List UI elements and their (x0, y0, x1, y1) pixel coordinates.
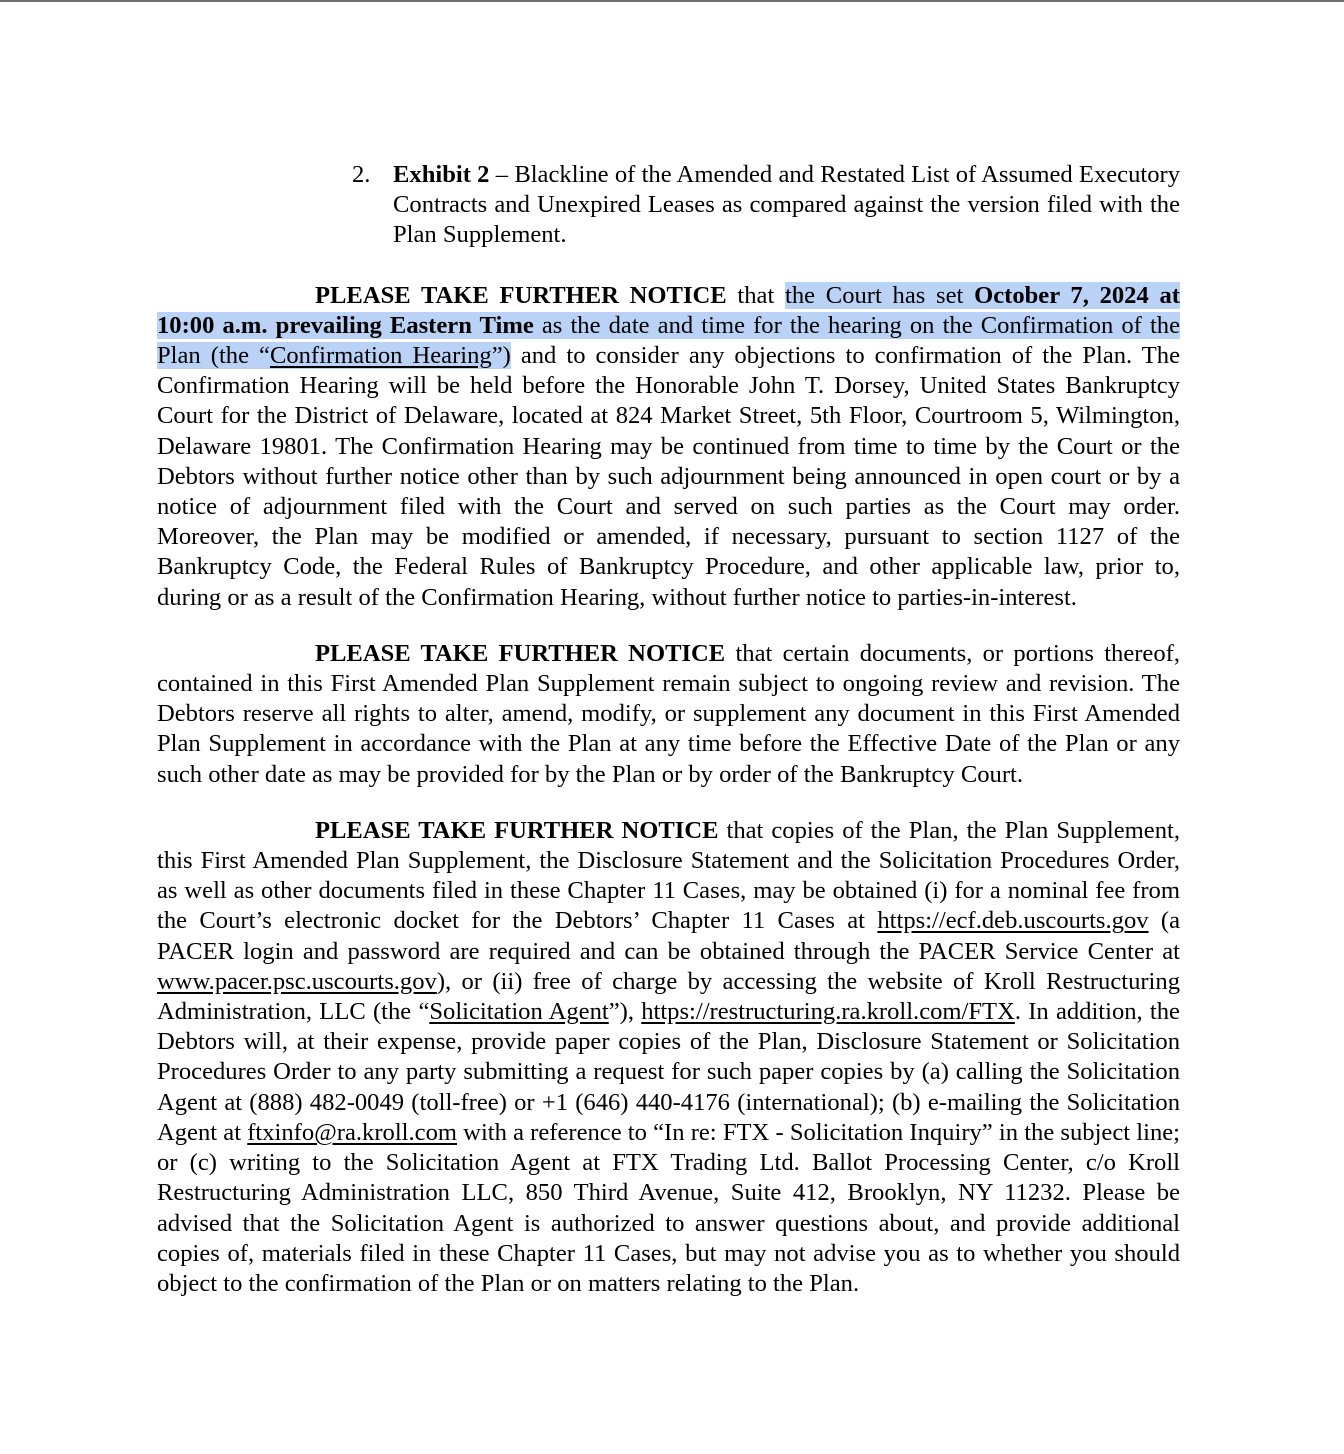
notice-text: ), or (ii) free of charge by accessing the website of Kroll Restructuring Administration, LLC (the “ (157, 967, 1180, 1026)
link-email-ftxinfo[interactable]: ftxinfo@ra.kroll.com (247, 1118, 457, 1146)
notice-lead: PLEASE TAKE FURTHER NOTICE (315, 639, 726, 667)
notice-confirmation-hearing[interactable] (157, 281, 1180, 613)
notice-lead: PLEASE TAKE FURTHER NOTICE (315, 281, 727, 309)
notice-text: with a reference to “In re: FTX - Solicitation Inquiry” in the subject line; or (c) writing to the Solicitation Agent at FTX Trading Ltd. Ballot Processing Center, c/o Kroll Restructuring Administration LLC, 850 Third Avenue, Suite 412, Brooklyn, NY 11232. Please be advised that the Solicitation Agent is authorized to answer questions about, and provide additional copies of, materials filed in these Chapter 11 Cases, but may not advise you as to whether you should object to the confirmation of the Plan or on matters relating to the Plan. (157, 1118, 1180, 1297)
selected-text-part: ”) (491, 342, 511, 370)
notice-text: that certain documents, or portions thereof, contained in this First Amended Plan Supplement remain subject to ongoing review and revision. The Debtors reserve all rights to alter, amend, modify, or supplement any document in this First Amended Plan Supplement in accordance with the Plan at any time before the Effective Date of the Plan or any such other date as may be provided for by the Plan or by order of the Bankruptcy Court. (157, 639, 1180, 788)
defined-term-solicitation-agent: Solicitation Agent (429, 998, 609, 1026)
selected-text-part: as the date and time for the hearing on the Confirmation of the Plan (the “ (157, 311, 1181, 370)
notice-text: . In addition, the Debtors will, at their expense, provide paper copies of the Plan, Disclosure Statement or Solicitation Procedures Order to any party submitting a request for such paper copies by (a) calling the Solicitation Agent at (888) 482-0049 (toll-free) or +1 (646) 440-4176 (international); (b) e-mailing the Solicitation Agent at (157, 998, 1180, 1146)
paragraph-spacer (157, 613, 1180, 639)
notice-lead: PLEASE TAKE FURTHER NOTICE (315, 816, 719, 844)
hearing-date-time: October 7, 2024 at 10:00 a.m. prevailing Eastern Time (157, 281, 1180, 339)
notice-text: that (726, 281, 786, 309)
paragraph-spacer (157, 790, 1180, 816)
document-page (157, 160, 1180, 1299)
selected-text-part: the Court has set (785, 281, 975, 309)
exhibit-title: Exhibit 2 (393, 161, 490, 188)
notice-text: and to consider any objections to confirmation of the Plan. The Confirmation Hearing will be held before the Honorable John T. Dorsey, United States Bankruptcy Court for the District of Delaware, located at 824 Market Street, 5th Floor, Courtroom 5, Wilmington, Delaware 19801. The Confirmation Hearing may be continued from time to time by the Court or the Debtors without further notice other than by such adjournment being announced in open court or by a notice of adjournment filed with the Court and served on such parties as the Court may order. Moreover, the Plan may be modified or amended, if necessary, pursuant to section 1127 of the Bankruptcy Code, the Federal Rules of Bankruptcy Procedure, and other applicable law, prior to, during or as a result of the Confirmation Hearing, without further notice to parties-in-interest. (157, 342, 1181, 611)
exhibit-description: – Blackline of the Amended and Restated List of Assumed Executory Contracts and Unexpired Leases as compared against the version filed with the Plan Supplement. (393, 161, 1180, 249)
link-ecf-docket[interactable]: https://ecf.deb.uscourts.gov (877, 907, 1149, 935)
notice-text: (a PACER login and password are required and can be obtained through the PACER Service Center at (157, 907, 1180, 965)
notice-documents-under-review (157, 639, 1180, 790)
link-kroll-website[interactable]: https://restructuring.ra.kroll.com/FTX (641, 998, 1015, 1026)
list-number: 2. (352, 161, 371, 188)
exhibit-list-item (352, 160, 1180, 251)
link-pacer-service-center[interactable]: www.pacer.psc.uscourts.gov (157, 967, 437, 995)
notice-text: ”), (608, 998, 642, 1026)
page-top-border (0, 0, 1344, 2)
notice-obtaining-copies (157, 816, 1180, 1299)
notice-text: that copies of the Plan, the Plan Supplement, this First Amended Plan Supplement, the Disclosure Statement and the Solicitation Procedures Order, as well as other documents filed in these Chapter 11 Cases, may be obtained (i) for a nominal fee from the Court’s electronic docket for the Debtors’ Chapter 11 Cases at (157, 816, 1180, 935)
defined-term-confirmation-hearing: Confirmation Hearing (269, 342, 492, 370)
